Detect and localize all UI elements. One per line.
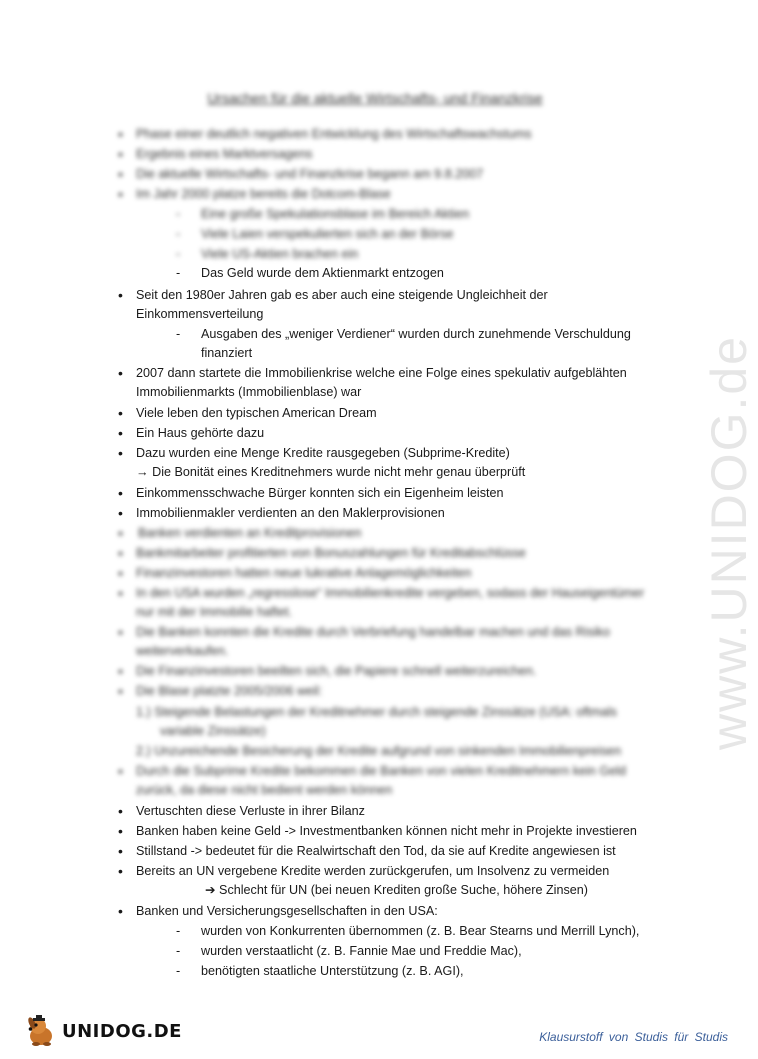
text-line: Immobilienmarkts (Immobilienblase) war: [136, 385, 362, 399]
blurred-line: Viele US-Aktien brachen ein: [201, 247, 359, 261]
bullet-marker: •: [118, 405, 123, 421]
footer-slogan: Klausurstoff von Studis für Studis: [539, 1030, 728, 1044]
bullet-marker: •: [118, 545, 123, 561]
blurred-line: Die Banken konnten die Kredite durch Verbriefung handelbar machen und das Risiko: [136, 625, 610, 639]
dash-marker: -: [176, 266, 181, 280]
text-line: Banken haben keine Geld -> Investmentbanken können nicht mehr in Projekte investieren: [136, 824, 637, 838]
dash-marker: -: [176, 247, 181, 261]
blurred-line: Durch die Subprime Kredite bekommen die Banken von vielen Kreditnehmern kein Geld: [136, 764, 627, 778]
bullet-marker: •: [118, 683, 123, 699]
bullet-marker: •: [118, 126, 123, 142]
arrow-line: → Die Bonität eines Kreditnehmers wurde nicht mehr genau überprüft: [136, 465, 526, 479]
bullet-marker: •: [118, 505, 123, 521]
dash-marker: -: [176, 207, 181, 221]
bullet-marker: •: [118, 843, 123, 859]
blurred-line: weiterverkaufen.: [136, 644, 229, 658]
bullet-marker: •: [118, 565, 123, 581]
text-line: Das Geld wurde dem Aktienmarkt entzogen: [201, 266, 444, 280]
bullet-marker: •: [118, 146, 123, 162]
document-title: Ursachen für die aktuelle Wirtschafts- und Finanzkrise: [207, 90, 543, 106]
blurred-line: Eine große Spekulationsblase im Bereich Aktien: [201, 207, 470, 221]
bullet-marker: •: [118, 803, 123, 819]
text-line: Viele leben den typischen American Dream: [136, 406, 377, 420]
arrow-line: ➔ Schlecht für UN (bei neuen Krediten große Suche, höhere Zinsen): [205, 883, 588, 897]
bullet-marker: •: [118, 863, 123, 879]
text-line: Banken und Versicherungsgesellschaften in den USA:: [136, 904, 438, 918]
blurred-line: 2.) Unzureichende Besicherung der Kredite aufgrund von sinkenden Immobilienpreisen: [136, 744, 622, 758]
bullet-marker: •: [118, 585, 123, 601]
blurred-line: nur mit der Immobilie haftet.: [136, 605, 293, 619]
bullet-marker: •: [118, 525, 123, 541]
bullet-marker: •: [118, 823, 123, 839]
blurred-line: Finanzinvestoren hatten neue lukrative Anlagemöglichkeiten: [136, 566, 472, 580]
logo-text: UNIDOG.DE: [62, 1020, 182, 1042]
text-line: Einkommensverteilung: [136, 307, 264, 321]
text-line: Ausgaben des „weniger Verdiener“ wurden durch zunehmende Verschuldung: [201, 327, 631, 341]
dash-marker: -: [176, 227, 181, 241]
dog-mascot-icon: [24, 1014, 58, 1048]
watermark-text: www.UNIDOG.de: [701, 335, 757, 750]
blurred-line: Die Blase platzte 2005/2006 weil:: [136, 684, 323, 698]
blurred-line: Die Finanzinvestoren beeilten sich, die Papiere schnell weiterzureichen.: [136, 664, 537, 678]
dash-marker: -: [176, 327, 181, 341]
blurred-line: Die aktuelle Wirtschafts- und Finanzkrise begann am 9.8.2007: [136, 167, 484, 181]
text-line: Immobilienmakler verdienten an den Maklerprovisionen: [136, 506, 445, 520]
bullet-marker: •: [118, 166, 123, 182]
text-line: wurden verstaatlicht (z. B. Fannie Mae und Freddie Mac),: [201, 944, 522, 958]
unidog-logo[interactable]: [24, 1014, 182, 1048]
blurred-line: Banken verdienten an Kreditprovisionen: [138, 526, 362, 540]
blurred-line: Phase einer deutlich negativen Entwicklung des Wirtschaftswachstums: [136, 127, 532, 141]
bullet-marker: •: [118, 624, 123, 640]
blurred-line: In den USA wurden „regresslose“ Immobilienkredite vergeben, sodass der Hauseigentümer: [136, 586, 645, 600]
bullet-marker: •: [118, 365, 123, 381]
blurred-line: Ergebnis eines Marktversagens: [136, 147, 313, 161]
bullet-marker: •: [118, 763, 123, 779]
blurred-line: Viele Laien verspekulierten sich an der Börse: [201, 227, 454, 241]
blurred-line: Bankmitarbeiter profitierten von Bonuszahlungen für Kreditabschlüsse: [136, 546, 526, 560]
text-line: Vertuschten diese Verluste in ihrer Bilanz: [136, 804, 365, 818]
dash-marker: -: [176, 924, 181, 938]
bullet-marker: •: [118, 445, 123, 461]
bullet-marker: •: [118, 485, 123, 501]
text-line: finanziert: [201, 346, 253, 360]
blurred-line: variable Zinssätze): [160, 724, 266, 738]
blurred-line: 1.) Steigende Belastungen der Kreditnehmer durch steigende Zinssätze (USA: oftmals: [136, 705, 617, 719]
text-line: Ein Haus gehörte dazu: [136, 426, 265, 440]
bullet-marker: •: [118, 903, 123, 919]
bullet-marker: •: [118, 663, 123, 679]
text-line: Einkommensschwache Bürger konnten sich ein Eigenheim leisten: [136, 486, 504, 500]
blurred-line: Im Jahr 2000 platze bereits die Dotcom-Blase: [136, 187, 391, 201]
bullet-marker: •: [118, 425, 123, 441]
text-line: Stillstand -> bedeutet für die Realwirtschaft den Tod, da sie auf Kredite angewiesen ist: [136, 844, 616, 858]
text-line: benötigten staatliche Unterstützung (z. B. AGI),: [201, 964, 464, 978]
bullet-marker: •: [118, 186, 123, 202]
dash-marker: -: [176, 944, 181, 958]
text-line: wurden von Konkurrenten übernommen (z. B. Bear Stearns und Merrill Lynch),: [201, 924, 640, 938]
bullet-marker: •: [118, 287, 123, 303]
text-line: 2007 dann startete die Immobilienkrise welche eine Folge eines spekulativ aufgeblähten: [136, 366, 627, 380]
text-line: Bereits an UN vergebene Kredite werden zurückgerufen, um Insolvenz zu vermeiden: [136, 864, 610, 878]
text-line: Dazu wurden eine Menge Kredite rausgegeben (Subprime-Kredite): [136, 446, 510, 460]
text-line: Seit den 1980er Jahren gab es aber auch eine steigende Ungleichheit der: [136, 288, 548, 302]
blurred-line: zurück, da diese nicht bedient werden können: [136, 783, 393, 797]
dash-marker: -: [176, 964, 181, 978]
